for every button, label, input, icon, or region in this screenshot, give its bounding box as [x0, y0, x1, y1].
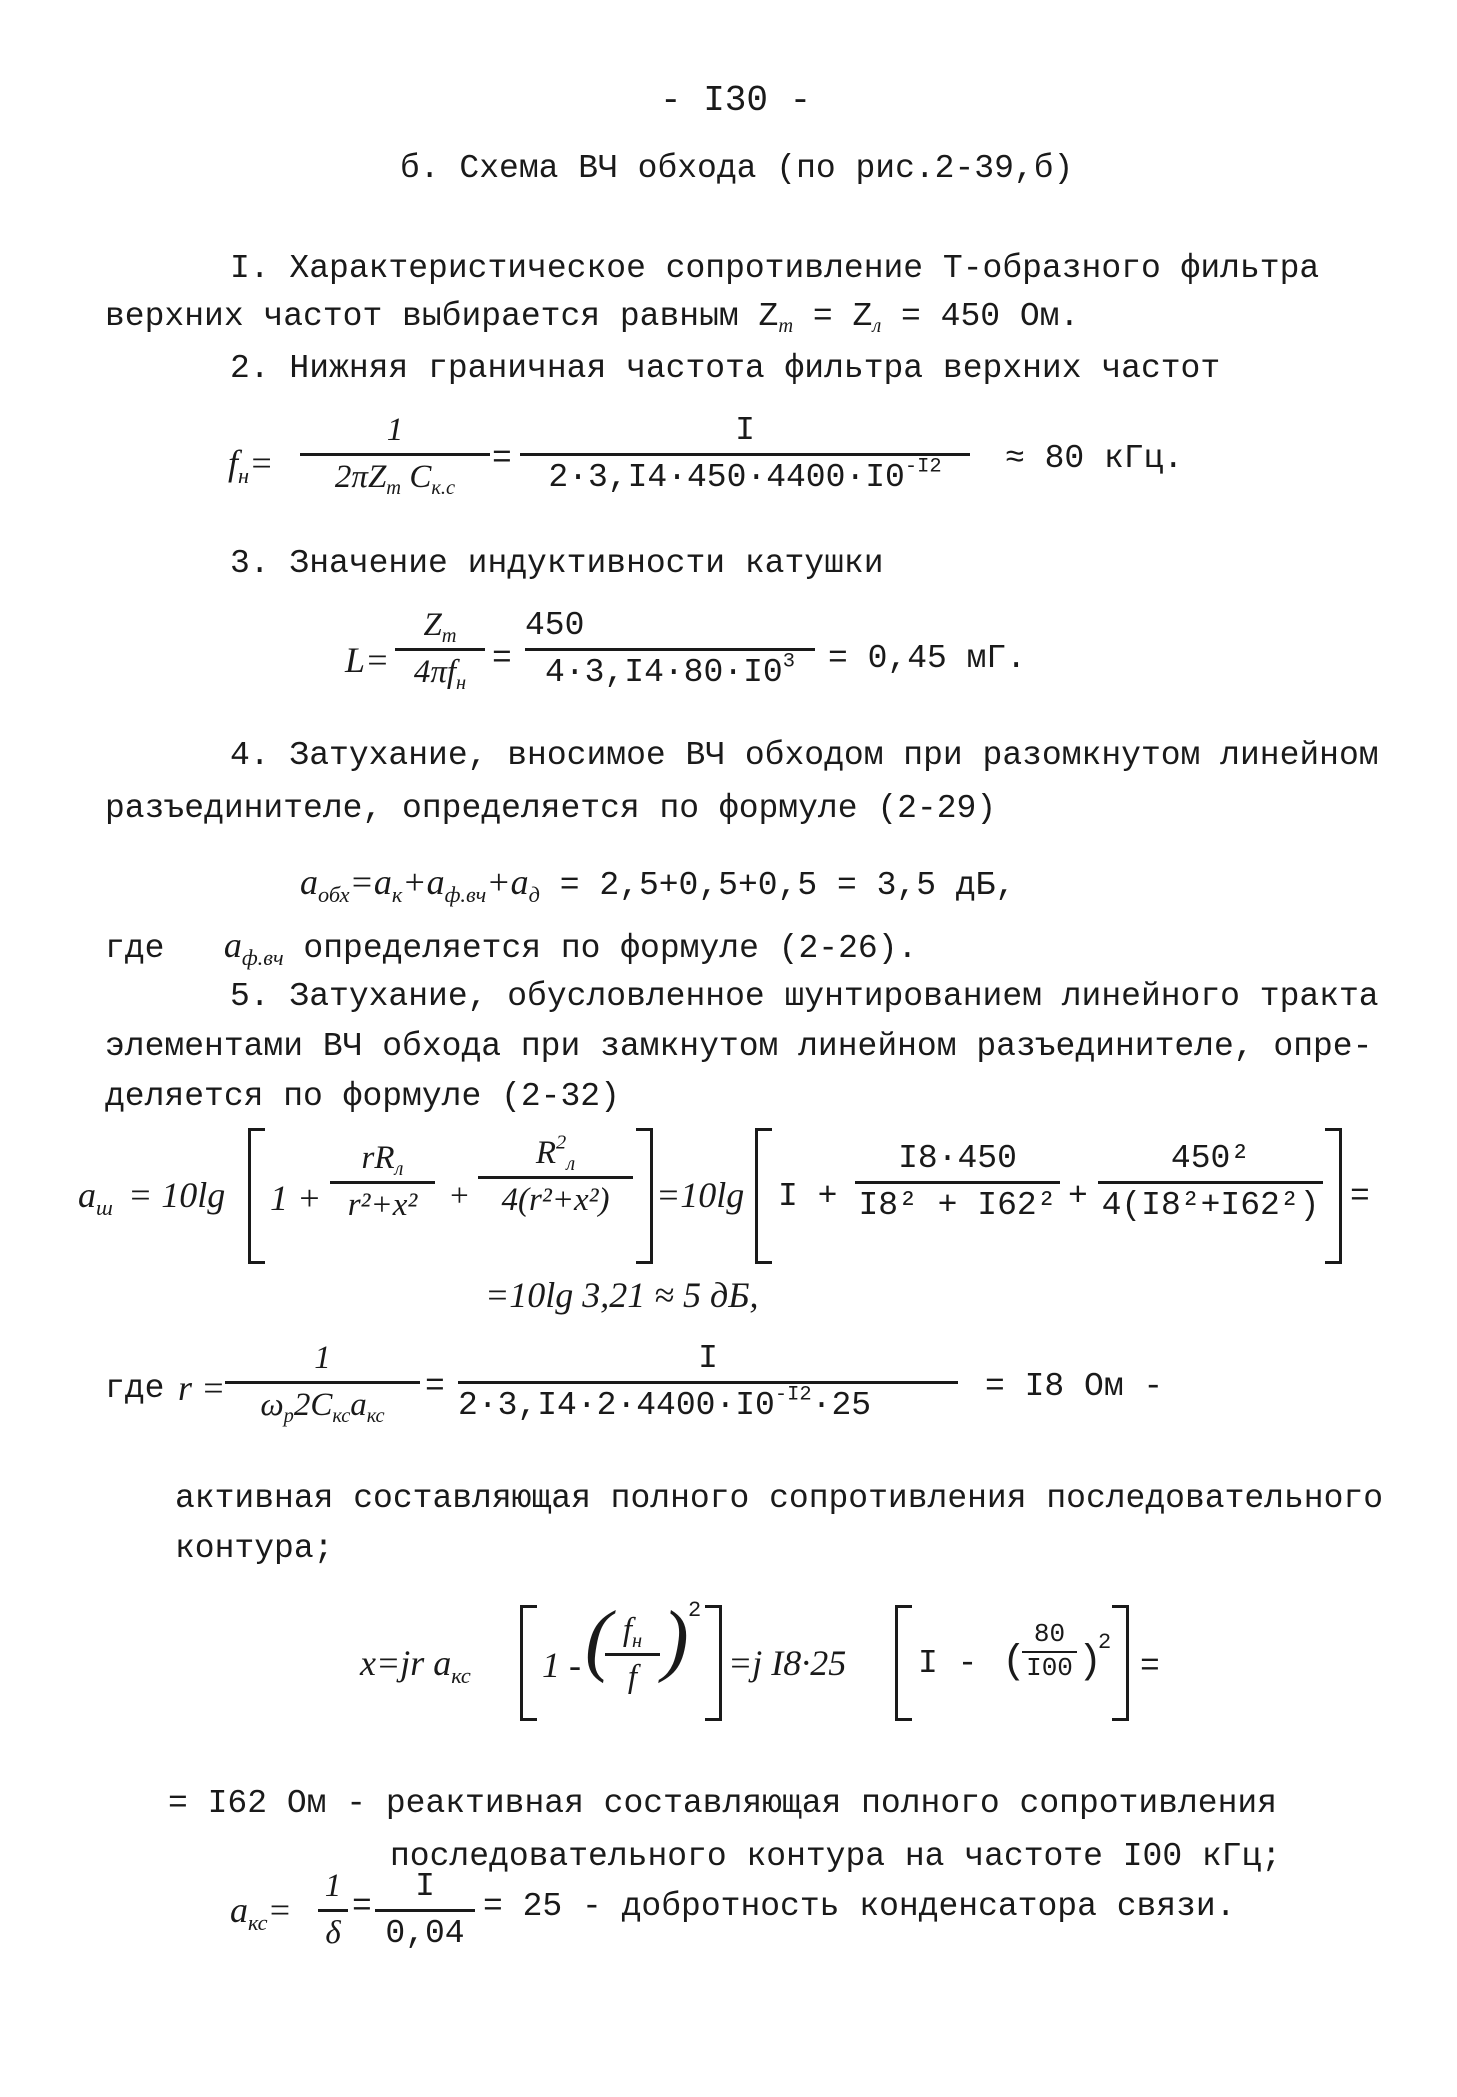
denominator: $4\pi f_н$ — [413, 653, 467, 695]
denominator: δ — [325, 1914, 341, 1951]
formula-5-result: = I8 Ом - — [985, 1368, 1164, 1405]
paragraph-5-line-3: деляется по формуле (2-32) — [105, 1078, 620, 1115]
formula-3-expression: $a_{обх}=a_к+a_{ф.вч}+a_д$ — [300, 862, 540, 907]
numerator: 1 — [386, 412, 404, 448]
formula-4-line-2: =10lg 3,21 ≈ 5 дБ, — [485, 1275, 759, 1315]
left-bracket-3 — [520, 1605, 537, 1721]
text: 2·3,I4·2·4400·I0 — [458, 1386, 775, 1424]
formula-4-fraction-d — [1098, 1140, 1323, 1225]
paren-right: ) — [662, 1596, 689, 1684]
formula-4-plus-2: + — [1068, 1178, 1088, 1215]
formula-5-equals: = — [425, 1368, 445, 1405]
text: a — [78, 1175, 96, 1215]
numerator: $R^2_л$ — [535, 1131, 576, 1176]
paren-left-2: ( — [1002, 1640, 1027, 1685]
paragraph-1-line-2 — [105, 298, 1079, 336]
formula-1-result: ≈ 80 кГц. — [1005, 440, 1184, 477]
fraction-bar — [520, 453, 970, 456]
formula-5-fraction-1 — [225, 1340, 420, 1428]
formula-6-fraction — [605, 1612, 660, 1697]
text: где — [105, 930, 165, 967]
denominator — [520, 455, 970, 497]
subscript-n: н — [238, 462, 250, 488]
fraction-bar — [605, 1653, 660, 1656]
exponent: -I2 — [774, 1383, 812, 1407]
formula-6-inner: 1 - — [542, 1645, 581, 1685]
exponent: -I2 — [904, 455, 942, 479]
numerator: I8·450 — [898, 1140, 1017, 1177]
fraction-bar — [395, 648, 485, 651]
text: верхних частот выбирается равным Z — [105, 298, 779, 335]
exponent: 3 — [782, 650, 795, 674]
denominator: I00 — [1026, 1652, 1073, 1683]
fraction-bar — [225, 1381, 420, 1384]
denominator: 4(r²+x²) — [501, 1181, 610, 1218]
fraction-bar — [1098, 1181, 1323, 1184]
numerator: 450² — [1170, 1140, 1251, 1177]
formula-4-lg: = 10lg — [128, 1175, 226, 1215]
denominator — [458, 1383, 958, 1425]
denominator: 4(I8²+I62²) — [1101, 1186, 1320, 1224]
fraction-bar — [525, 648, 815, 651]
formula-4-fraction-b — [478, 1131, 633, 1220]
formula-5-where: где — [105, 1370, 165, 1407]
text: 2πZ — [334, 458, 387, 495]
paragraph-4-line-1: 4. Затухание, вносимое ВЧ обходом при разомкнутом линейном — [230, 737, 1379, 774]
formula-4-mid: =10lg — [656, 1175, 745, 1215]
formula-2-equals: = — [492, 640, 512, 677]
paragraph-2: 2. Нижняя граничная частота фильтра верхних частот — [230, 350, 1221, 387]
numerator: 80 — [1033, 1619, 1066, 1649]
text: x=jr a — [360, 1643, 452, 1683]
fraction-bar — [458, 1381, 958, 1384]
fraction-bar — [478, 1176, 633, 1179]
text: R — [535, 1135, 557, 1171]
text: = Z — [812, 298, 873, 335]
formula-4-plus: + — [448, 1178, 471, 1214]
denominator: I8² + I62² — [858, 1186, 1057, 1224]
numerator: 450 — [525, 607, 585, 644]
formula-7-result: = 25 - добротность конденсатора связи. — [483, 1888, 1236, 1925]
formula-4-tail: = — [1350, 1178, 1370, 1215]
numerator: I — [698, 1340, 718, 1377]
formula-7-fraction-2 — [375, 1868, 475, 1953]
numerator: I — [735, 412, 755, 449]
formula-6-fraction-2 — [1022, 1620, 1077, 1684]
formula-6-mid: =j I8·25 — [728, 1643, 847, 1683]
formula-4-one: 1 + — [270, 1178, 322, 1218]
page-number: - I30 - — [660, 80, 812, 121]
text: ·25 — [811, 1386, 872, 1424]
paragraph-4-line-2: разъединителе, определяется по формуле (2-29) — [105, 790, 997, 827]
numerator: 1 — [324, 1868, 342, 1904]
denominator: r²+x² — [347, 1186, 418, 1223]
formula-5-lhs: r = — [178, 1368, 226, 1408]
paragraph-1-line-1: I. Характеристическое сопротивление Т-образного фильтра — [230, 250, 1320, 287]
text: a — [300, 862, 318, 902]
text: 2·3,I4·450·4400·I0 — [548, 458, 905, 496]
formula-7-fraction-1 — [318, 1868, 348, 1953]
denominator: $\omega_р2C_{кс}a_{кс}$ — [260, 1386, 385, 1428]
numerator: $f_н$ — [622, 1612, 643, 1653]
paragraph-5-line-1: 5. Затухание, обусловленное шунтированием линейного тракта — [230, 978, 1379, 1015]
formula-1-fraction-1 — [300, 412, 490, 500]
text: a — [230, 1890, 248, 1930]
formula-6-lhs: x=jr $a_{кс}$ — [360, 1643, 471, 1688]
right-bracket-4 — [1112, 1605, 1129, 1721]
fraction-bar — [300, 453, 490, 456]
formula-7-equals: = — [352, 1888, 372, 1925]
left-bracket-4 — [895, 1605, 912, 1721]
right-bracket-2 — [1325, 1128, 1342, 1264]
text: Z — [423, 607, 442, 643]
text: f — [622, 1612, 633, 1648]
numerator: 1 — [314, 1340, 331, 1376]
formula-6-exponent-2: 2 — [1098, 1630, 1112, 1655]
numerator: I — [415, 1868, 435, 1905]
formula-6-exponent: 2 — [688, 1598, 702, 1623]
formula-4-fraction-c — [855, 1140, 1060, 1225]
subscript-t: т — [778, 315, 794, 338]
text: f — [228, 443, 239, 483]
text: ω — [260, 1386, 284, 1423]
text: rR — [361, 1140, 395, 1176]
formula-4-one-2: I + — [778, 1178, 838, 1215]
formula-4-fraction-a — [330, 1140, 435, 1225]
formula-2-fraction-2 — [525, 607, 815, 692]
denominator: 0,04 — [385, 1914, 465, 1952]
formula-6-one: I - — [918, 1645, 978, 1682]
right-bracket — [636, 1128, 653, 1264]
numerator: $Z_т$ — [423, 607, 457, 648]
formula-1-lhs: $f_н=$ — [228, 443, 274, 488]
section-title: б. Схема ВЧ обхода (по рис.2-39,б) — [400, 150, 1074, 187]
formula-2-result: = 0,45 мГ. — [828, 640, 1027, 677]
paren-right-2: ) — [1078, 1640, 1103, 1685]
text: определяется по формуле (2-26). — [303, 930, 918, 967]
numerator: $rR_л$ — [361, 1140, 404, 1181]
text: 4·3,I4·80·I0 — [545, 653, 783, 691]
paragraph-6-line-1: активная составляющая полного сопротивления последовательного — [175, 1480, 1383, 1517]
formula-1-equals: = — [492, 440, 512, 477]
paragraph-5-line-2: элементами ВЧ обхода при замкнутом линейном разъединителе, опре- — [105, 1028, 1373, 1065]
fraction-bar — [855, 1181, 1060, 1184]
formula-2-lhs: L= — [345, 640, 390, 680]
formula-5-fraction-2 — [458, 1340, 958, 1425]
text: = 450 Ом. — [901, 298, 1080, 335]
formula-6-tail: = — [1140, 1648, 1160, 1685]
formula-3-result: = 2,5+0,5+0,5 = 3,5 дБ, — [559, 867, 1016, 904]
formula-4-lhs: $a_ш$ — [78, 1175, 113, 1220]
formula-7-lhs: $a_{кс}=$ — [230, 1890, 292, 1935]
symbol-a-fvch: $a_{ф.вч}$ — [223, 925, 284, 970]
fraction-bar — [375, 1909, 475, 1912]
right-bracket-3 — [705, 1605, 722, 1721]
paragraph-7-line-2: последовательного контура на частоте I00 кГц; — [390, 1838, 1282, 1875]
denominator: f — [627, 1658, 638, 1695]
paragraph-6-line-2: контура; — [175, 1530, 334, 1567]
left-bracket-2 — [755, 1128, 772, 1264]
paren-left: ( — [585, 1596, 612, 1684]
formula-3 — [300, 862, 1015, 905]
formula-2-fraction-1 — [395, 607, 485, 695]
subscript-l: л — [872, 315, 882, 338]
left-bracket — [248, 1128, 265, 1264]
text: 4πf — [413, 653, 457, 690]
fraction-bar — [318, 1909, 348, 1912]
denominator — [525, 650, 815, 692]
fraction-bar — [330, 1181, 435, 1184]
denominator: $2\pi Z_т$ $C_{к.с}$ — [334, 458, 456, 500]
paragraph-3: 3. Значение индуктивности катушки — [230, 545, 884, 582]
where-line-1 — [105, 925, 917, 968]
paragraph-7-line-1: = I62 Ом - реактивная составляющая полного сопротивления — [168, 1785, 1277, 1822]
formula-1-fraction-2 — [520, 412, 970, 497]
